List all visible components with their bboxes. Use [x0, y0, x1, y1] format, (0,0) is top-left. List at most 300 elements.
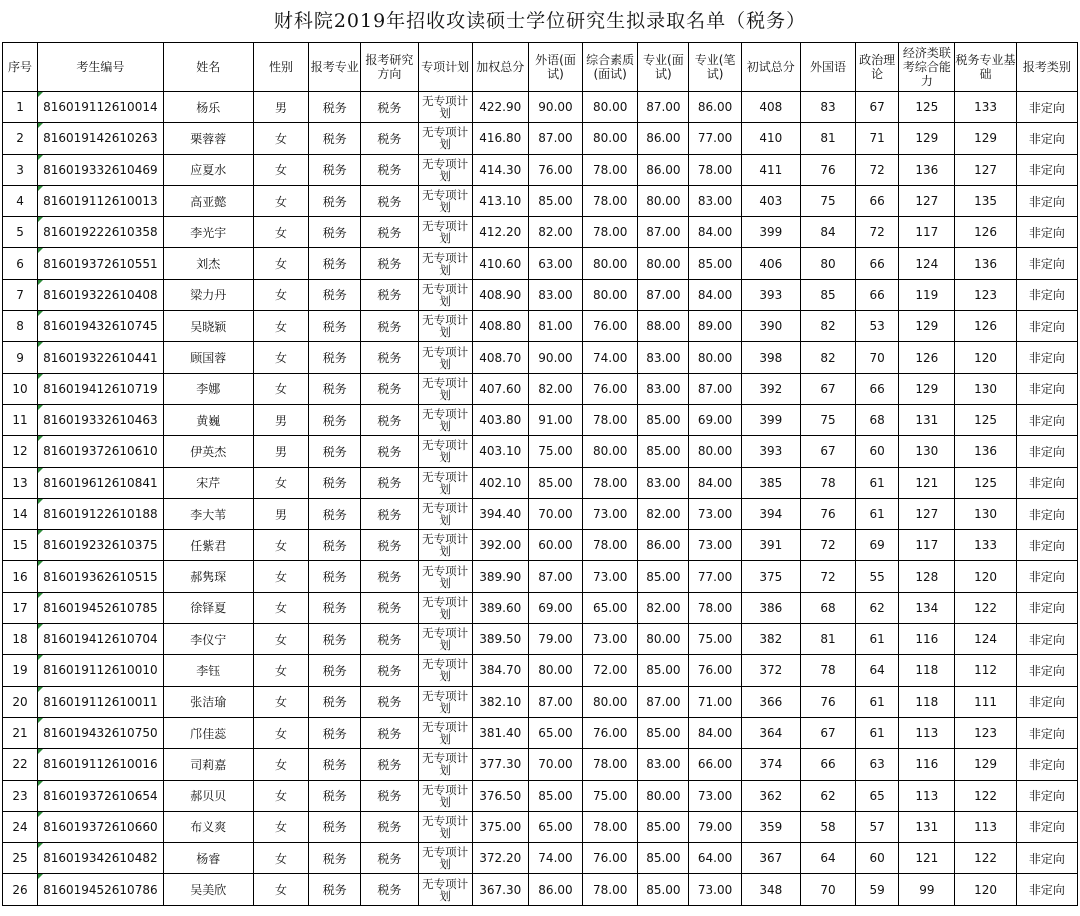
- quality-interview-cell: 80.00: [583, 436, 638, 467]
- foreign-interview-cell: 60.00: [528, 530, 582, 561]
- foreign-language-cell: 80: [800, 248, 855, 279]
- politics-cell: 66: [856, 248, 899, 279]
- econ-comprehensive-cell: 116: [899, 749, 955, 780]
- politics-cell: 55: [856, 561, 899, 592]
- politics-cell: 72: [856, 154, 899, 185]
- prelim-total-cell: 399: [741, 404, 800, 435]
- table-row: [3, 404, 1078, 435]
- foreign-interview-cell: 79.00: [528, 624, 582, 655]
- gender-cell: 女: [253, 217, 308, 248]
- major-interview-cell: 85.00: [638, 811, 689, 842]
- table-row: [3, 467, 1078, 498]
- candidate-id-cell: 816019112610014: [38, 92, 163, 123]
- special-plan-text: 无专项计划: [422, 657, 469, 684]
- econ-comprehensive-cell: 129: [899, 311, 955, 342]
- quality-interview-cell: 76.00: [583, 843, 638, 874]
- seq-cell: 25: [3, 843, 38, 874]
- special-plan-cell: [418, 154, 472, 185]
- header-prelim-total: 初试总分: [741, 43, 800, 92]
- major-cell: 税务: [309, 498, 361, 529]
- name-cell: 杨睿: [163, 843, 253, 874]
- major-written-cell: 78.00: [689, 154, 741, 185]
- weighted-total-cell: 403.10: [472, 436, 528, 467]
- major-cell: 税务: [309, 404, 361, 435]
- direction-cell: 税务: [361, 811, 418, 842]
- foreign-interview-cell: 69.00: [528, 592, 582, 623]
- gender-cell: 女: [253, 686, 308, 717]
- quality-interview-cell: 78.00: [583, 811, 638, 842]
- gender-cell: 女: [253, 467, 308, 498]
- candidate-id-cell: 816019232610375: [38, 530, 163, 561]
- major-written-cell: 77.00: [689, 123, 741, 154]
- major-written-cell: 73.00: [689, 498, 741, 529]
- special-plan-text: 无专项计划: [422, 219, 469, 246]
- major-written-cell: 64.00: [689, 843, 741, 874]
- major-cell: 税务: [309, 780, 361, 811]
- direction-cell: 税务: [361, 592, 418, 623]
- quality-interview-cell: 80.00: [583, 279, 638, 310]
- politics-cell: 60: [856, 843, 899, 874]
- name-cell: 高亚懿: [163, 185, 253, 216]
- table-row: [3, 624, 1078, 655]
- major-cell: 税务: [309, 311, 361, 342]
- politics-cell: 61: [856, 717, 899, 748]
- admission-table: [2, 42, 1078, 906]
- direction-cell: 税务: [361, 154, 418, 185]
- special-plan-cell: [418, 436, 472, 467]
- weighted-total-cell: 372.20: [472, 843, 528, 874]
- seq-cell: 9: [3, 342, 38, 373]
- major-written-cell: 78.00: [689, 592, 741, 623]
- special-plan-cell: [418, 498, 472, 529]
- special-plan-cell: [418, 92, 472, 123]
- category-cell: 非定向: [1016, 436, 1077, 467]
- seq-cell: 24: [3, 811, 38, 842]
- gender-cell: 女: [253, 373, 308, 404]
- major-written-cell: 73.00: [689, 874, 741, 905]
- foreign-language-cell: 84: [800, 217, 855, 248]
- special-plan-cell: [418, 373, 472, 404]
- foreign-interview-cell: 65.00: [528, 717, 582, 748]
- seq-cell: 21: [3, 717, 38, 748]
- seq-cell: 5: [3, 217, 38, 248]
- prelim-total-cell: 410: [741, 123, 800, 154]
- gender-cell: 女: [253, 123, 308, 154]
- foreign-language-cell: 76: [800, 154, 855, 185]
- foreign-interview-cell: 63.00: [528, 248, 582, 279]
- category-cell: 非定向: [1016, 874, 1077, 905]
- major-interview-cell: 85.00: [638, 717, 689, 748]
- special-plan-cell: [418, 561, 472, 592]
- direction-cell: 税务: [361, 436, 418, 467]
- name-cell: 郝隽琛: [163, 561, 253, 592]
- direction-cell: 税务: [361, 248, 418, 279]
- weighted-total-cell: 422.90: [472, 92, 528, 123]
- special-plan-cell: [418, 404, 472, 435]
- econ-comprehensive-cell: 113: [899, 780, 955, 811]
- foreign-language-cell: 67: [800, 717, 855, 748]
- foreign-language-cell: 67: [800, 373, 855, 404]
- foreign-interview-cell: 75.00: [528, 436, 582, 467]
- foreign-interview-cell: 74.00: [528, 843, 582, 874]
- weighted-total-cell: 410.60: [472, 248, 528, 279]
- special-plan-text: 无专项计划: [422, 532, 469, 559]
- candidate-id-cell: 816019332610463: [38, 404, 163, 435]
- seq-cell: 1: [3, 92, 38, 123]
- page-title: 财科院2019年招收攻读硕士学位研究生拟录取名单（税务）: [273, 10, 807, 32]
- econ-comprehensive-cell: 119: [899, 279, 955, 310]
- special-plan-text: 无专项计划: [422, 563, 469, 590]
- major-cell: 税务: [309, 436, 361, 467]
- major-interview-cell: 87.00: [638, 92, 689, 123]
- table-row: [3, 92, 1078, 123]
- seq-cell: 4: [3, 185, 38, 216]
- quality-interview-cell: 75.00: [583, 780, 638, 811]
- candidate-id-cell: 816019112610013: [38, 185, 163, 216]
- politics-cell: 67: [856, 92, 899, 123]
- seq-cell: 13: [3, 467, 38, 498]
- major-cell: 税务: [309, 279, 361, 310]
- seq-cell: 17: [3, 592, 38, 623]
- direction-cell: 税务: [361, 530, 418, 561]
- foreign-language-cell: 58: [800, 811, 855, 842]
- seq-cell: 2: [3, 123, 38, 154]
- major-written-cell: 84.00: [689, 467, 741, 498]
- gender-cell: 男: [253, 404, 308, 435]
- candidate-id-cell: 816019612610841: [38, 467, 163, 498]
- name-cell: 栗蓉蓉: [163, 123, 253, 154]
- header-major: 报考专业: [309, 43, 361, 92]
- gender-cell: 女: [253, 530, 308, 561]
- tax-basics-cell: 120: [955, 561, 1016, 592]
- foreign-interview-cell: 87.00: [528, 686, 582, 717]
- politics-cell: 66: [856, 373, 899, 404]
- foreign-interview-cell: 70.00: [528, 498, 582, 529]
- tax-basics-cell: 123: [955, 717, 1016, 748]
- gender-cell: 女: [253, 874, 308, 905]
- name-cell: 李娜: [163, 373, 253, 404]
- foreign-interview-cell: 82.00: [528, 217, 582, 248]
- politics-cell: 62: [856, 592, 899, 623]
- politics-cell: 61: [856, 498, 899, 529]
- direction-cell: 税务: [361, 874, 418, 905]
- name-cell: 布义爽: [163, 811, 253, 842]
- header-foreign-interview: 外语(面试): [528, 43, 582, 92]
- seq-cell: 16: [3, 561, 38, 592]
- header-quality-interview: 综合素质(面试): [583, 43, 638, 92]
- weighted-total-cell: 382.10: [472, 686, 528, 717]
- major-written-cell: 86.00: [689, 92, 741, 123]
- category-cell: 非定向: [1016, 811, 1077, 842]
- candidate-id-cell: 816019122610188: [38, 498, 163, 529]
- quality-interview-cell: 78.00: [583, 154, 638, 185]
- major-written-cell: 84.00: [689, 717, 741, 748]
- prelim-total-cell: 394: [741, 498, 800, 529]
- table-row: [3, 874, 1078, 905]
- header-weighted-total: 加权总分: [472, 43, 528, 92]
- gender-cell: 女: [253, 185, 308, 216]
- weighted-total-cell: 412.20: [472, 217, 528, 248]
- seq-cell: 12: [3, 436, 38, 467]
- weighted-total-cell: 407.60: [472, 373, 528, 404]
- econ-comprehensive-cell: 118: [899, 655, 955, 686]
- econ-comprehensive-cell: 130: [899, 436, 955, 467]
- table-row: [3, 342, 1078, 373]
- name-cell: 杨乐: [163, 92, 253, 123]
- major-interview-cell: 86.00: [638, 530, 689, 561]
- major-written-cell: 87.00: [689, 373, 741, 404]
- special-plan-text: 无专项计划: [422, 626, 469, 653]
- seq-cell: 14: [3, 498, 38, 529]
- special-plan-cell: [418, 686, 472, 717]
- major-written-cell: 84.00: [689, 279, 741, 310]
- direction-cell: 税务: [361, 498, 418, 529]
- major-written-cell: 84.00: [689, 217, 741, 248]
- direction-cell: 税务: [361, 843, 418, 874]
- politics-cell: 71: [856, 123, 899, 154]
- major-cell: 税务: [309, 592, 361, 623]
- quality-interview-cell: 80.00: [583, 686, 638, 717]
- tax-basics-cell: 133: [955, 92, 1016, 123]
- major-written-cell: 80.00: [689, 436, 741, 467]
- direction-cell: 税务: [361, 686, 418, 717]
- quality-interview-cell: 76.00: [583, 311, 638, 342]
- major-cell: 税务: [309, 811, 361, 842]
- prelim-total-cell: 374: [741, 749, 800, 780]
- major-cell: 税务: [309, 154, 361, 185]
- quality-interview-cell: 78.00: [583, 530, 638, 561]
- foreign-language-cell: 67: [800, 436, 855, 467]
- name-cell: 黄巍: [163, 404, 253, 435]
- prelim-total-cell: 362: [741, 780, 800, 811]
- foreign-interview-cell: 90.00: [528, 342, 582, 373]
- category-cell: 非定向: [1016, 780, 1077, 811]
- major-written-cell: 75.00: [689, 624, 741, 655]
- major-interview-cell: 83.00: [638, 342, 689, 373]
- name-cell: 宋芹: [163, 467, 253, 498]
- foreign-language-cell: 68: [800, 592, 855, 623]
- direction-cell: 税务: [361, 404, 418, 435]
- table-row: [3, 717, 1078, 748]
- tax-basics-cell: 136: [955, 436, 1016, 467]
- major-cell: 税务: [309, 655, 361, 686]
- major-interview-cell: 80.00: [638, 185, 689, 216]
- candidate-id-cell: 816019432610745: [38, 311, 163, 342]
- table-row: [3, 780, 1078, 811]
- tax-basics-cell: 124: [955, 624, 1016, 655]
- prelim-total-cell: 391: [741, 530, 800, 561]
- prelim-total-cell: 367: [741, 843, 800, 874]
- candidate-id-cell: 816019322610441: [38, 342, 163, 373]
- candidate-id-cell: 816019412610704: [38, 624, 163, 655]
- tax-basics-cell: 113: [955, 811, 1016, 842]
- header-category: 报考类别: [1016, 43, 1077, 92]
- major-interview-cell: 82.00: [638, 592, 689, 623]
- major-written-cell: 66.00: [689, 749, 741, 780]
- table-row: [3, 530, 1078, 561]
- special-plan-text: 无专项计划: [422, 407, 469, 434]
- quality-interview-cell: 65.00: [583, 592, 638, 623]
- name-cell: 刘杰: [163, 248, 253, 279]
- special-plan-text: 无专项计划: [422, 469, 469, 496]
- weighted-total-cell: 392.00: [472, 530, 528, 561]
- special-plan-text: 无专项计划: [422, 688, 469, 715]
- quality-interview-cell: 74.00: [583, 342, 638, 373]
- special-plan-cell: [418, 655, 472, 686]
- table-row: [3, 811, 1078, 842]
- special-plan-cell: [418, 717, 472, 748]
- direction-cell: 税务: [361, 342, 418, 373]
- seq-cell: 15: [3, 530, 38, 561]
- econ-comprehensive-cell: 127: [899, 185, 955, 216]
- foreign-language-cell: 75: [800, 185, 855, 216]
- weighted-total-cell: 384.70: [472, 655, 528, 686]
- special-plan-text: 无专项计划: [422, 438, 469, 465]
- candidate-id-cell: 816019112610010: [38, 655, 163, 686]
- quality-interview-cell: 78.00: [583, 404, 638, 435]
- table-row: [3, 154, 1078, 185]
- seq-cell: 7: [3, 279, 38, 310]
- direction-cell: 税务: [361, 561, 418, 592]
- econ-comprehensive-cell: 117: [899, 530, 955, 561]
- special-plan-text: 无专项计划: [422, 876, 469, 903]
- direction-cell: 税务: [361, 624, 418, 655]
- econ-comprehensive-cell: 128: [899, 561, 955, 592]
- econ-comprehensive-cell: 134: [899, 592, 955, 623]
- econ-comprehensive-cell: 125: [899, 92, 955, 123]
- category-cell: 非定向: [1016, 154, 1077, 185]
- politics-cell: 68: [856, 404, 899, 435]
- direction-cell: 税务: [361, 749, 418, 780]
- special-plan-cell: [418, 843, 472, 874]
- gender-cell: 男: [253, 436, 308, 467]
- candidate-id-cell: 816019432610750: [38, 717, 163, 748]
- foreign-language-cell: 72: [800, 530, 855, 561]
- tax-basics-cell: 111: [955, 686, 1016, 717]
- foreign-language-cell: 70: [800, 874, 855, 905]
- quality-interview-cell: 78.00: [583, 749, 638, 780]
- category-cell: 非定向: [1016, 311, 1077, 342]
- major-cell: 税务: [309, 686, 361, 717]
- quality-interview-cell: 78.00: [583, 467, 638, 498]
- politics-cell: 70: [856, 342, 899, 373]
- header-major-interview: 专业(面试): [638, 43, 689, 92]
- special-plan-text: 无专项计划: [422, 845, 469, 872]
- foreign-language-cell: 83: [800, 92, 855, 123]
- category-cell: 非定向: [1016, 185, 1077, 216]
- gender-cell: 女: [253, 561, 308, 592]
- politics-cell: 61: [856, 686, 899, 717]
- gender-cell: 女: [253, 342, 308, 373]
- politics-cell: 60: [856, 436, 899, 467]
- name-cell: 郝贝贝: [163, 780, 253, 811]
- prelim-total-cell: 393: [741, 279, 800, 310]
- name-cell: 李钰: [163, 655, 253, 686]
- foreign-language-cell: 81: [800, 624, 855, 655]
- table-row: [3, 311, 1078, 342]
- name-cell: 徐铎夏: [163, 592, 253, 623]
- econ-comprehensive-cell: 129: [899, 373, 955, 404]
- table-row: [3, 123, 1078, 154]
- major-cell: 税务: [309, 874, 361, 905]
- politics-cell: 59: [856, 874, 899, 905]
- tax-basics-cell: 129: [955, 123, 1016, 154]
- gender-cell: 女: [253, 279, 308, 310]
- major-cell: 税务: [309, 530, 361, 561]
- table-row: [3, 843, 1078, 874]
- category-cell: 非定向: [1016, 530, 1077, 561]
- special-plan-cell: [418, 342, 472, 373]
- major-interview-cell: 85.00: [638, 404, 689, 435]
- econ-comprehensive-cell: 117: [899, 217, 955, 248]
- econ-comprehensive-cell: 116: [899, 624, 955, 655]
- major-cell: 税务: [309, 561, 361, 592]
- header-seq: 序号: [3, 43, 38, 92]
- gender-cell: 男: [253, 92, 308, 123]
- major-interview-cell: 85.00: [638, 843, 689, 874]
- major-cell: 税务: [309, 624, 361, 655]
- special-plan-cell: [418, 811, 472, 842]
- foreign-language-cell: 82: [800, 342, 855, 373]
- gender-cell: 男: [253, 498, 308, 529]
- direction-cell: 税务: [361, 279, 418, 310]
- direction-cell: 税务: [361, 373, 418, 404]
- quality-interview-cell: 76.00: [583, 373, 638, 404]
- table-row: [3, 592, 1078, 623]
- foreign-language-cell: 81: [800, 123, 855, 154]
- gender-cell: 女: [253, 311, 308, 342]
- gender-cell: 女: [253, 843, 308, 874]
- header-direction: 报考研究方向: [361, 43, 418, 92]
- politics-cell: 66: [856, 279, 899, 310]
- major-cell: 税务: [309, 843, 361, 874]
- major-interview-cell: 85.00: [638, 874, 689, 905]
- special-plan-cell: [418, 592, 472, 623]
- direction-cell: 税务: [361, 217, 418, 248]
- tax-basics-cell: 130: [955, 373, 1016, 404]
- major-written-cell: 85.00: [689, 248, 741, 279]
- candidate-id-cell: 816019452610786: [38, 874, 163, 905]
- seq-cell: 6: [3, 248, 38, 279]
- foreign-interview-cell: 86.00: [528, 874, 582, 905]
- politics-cell: 57: [856, 811, 899, 842]
- tax-basics-cell: 135: [955, 185, 1016, 216]
- foreign-interview-cell: 85.00: [528, 185, 582, 216]
- name-cell: 李光宇: [163, 217, 253, 248]
- foreign-interview-cell: 91.00: [528, 404, 582, 435]
- quality-interview-cell: 78.00: [583, 217, 638, 248]
- table-row: [3, 185, 1078, 216]
- weighted-total-cell: 389.90: [472, 561, 528, 592]
- table-row: [3, 436, 1078, 467]
- header-politics: 政治理论: [856, 43, 899, 92]
- category-cell: 非定向: [1016, 217, 1077, 248]
- special-plan-text: 无专项计划: [422, 313, 469, 340]
- name-cell: 吴晓颖: [163, 311, 253, 342]
- special-plan-cell: [418, 530, 472, 561]
- tax-basics-cell: 126: [955, 311, 1016, 342]
- major-interview-cell: 83.00: [638, 373, 689, 404]
- candidate-id-cell: 816019372610610: [38, 436, 163, 467]
- tax-basics-cell: 133: [955, 530, 1016, 561]
- econ-comprehensive-cell: 126: [899, 342, 955, 373]
- direction-cell: 税务: [361, 92, 418, 123]
- table-row: [3, 561, 1078, 592]
- category-cell: 非定向: [1016, 279, 1077, 310]
- category-cell: 非定向: [1016, 467, 1077, 498]
- table-row: [3, 373, 1078, 404]
- major-cell: 税务: [309, 749, 361, 780]
